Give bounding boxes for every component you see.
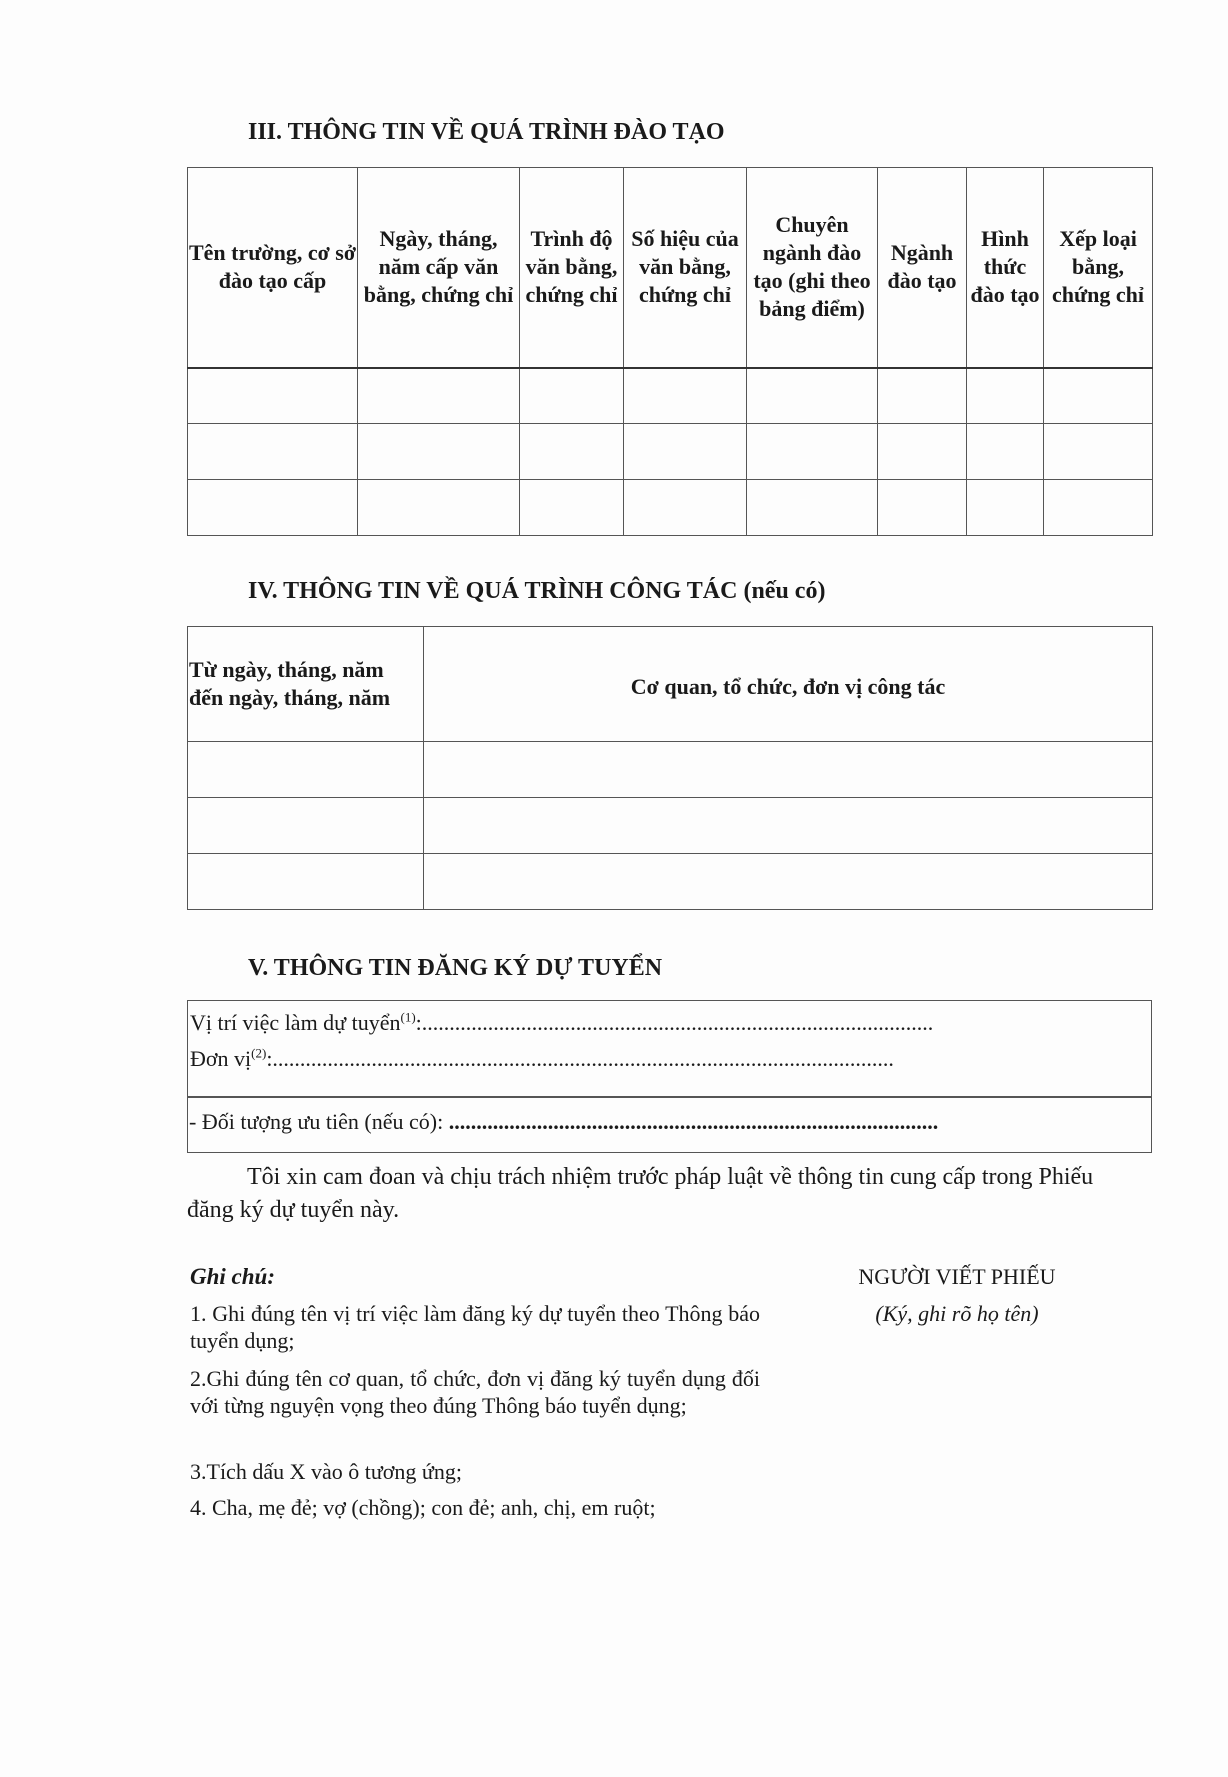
unit-dots: :.................................................................................................................: [266, 1046, 894, 1071]
col-specialization: Chuyên ngành đào tạo (ghi theo bảng điểm): [747, 168, 878, 368]
note-item-2: 2.Ghi đúng tên cơ quan, tổ chức, đơn vị đăng ký tuyển dụng đối với từng nguyện vọng theo đúng Thông báo tuyển dụng;: [190, 1366, 760, 1418]
table-cell[interactable]: [878, 480, 967, 536]
col-major: Ngành đào tạo: [878, 168, 967, 368]
unit-footnote: (2): [251, 1045, 267, 1061]
position-label: Vị trí việc làm dự tuyển: [190, 1010, 401, 1035]
priority-box: [187, 1096, 1152, 1153]
col-training-form: Hình thức đào tạo: [967, 168, 1044, 368]
table-row: [188, 742, 1153, 798]
table-cell[interactable]: [624, 368, 747, 424]
note-item-4: 4. Cha, mẹ đẻ; vợ (chồng); con đẻ; anh, chị, em ruột;: [190, 1495, 656, 1520]
table-cell[interactable]: [747, 368, 878, 424]
table-cell[interactable]: [358, 424, 520, 480]
table-cell[interactable]: [747, 480, 878, 536]
table-cell[interactable]: [358, 480, 520, 536]
position-field[interactable]: [190, 1010, 933, 1036]
table-cell[interactable]: [878, 424, 967, 480]
table-cell[interactable]: [188, 480, 358, 536]
signature-title: NGƯỜI VIẾT PHIẾU: [858, 1264, 1056, 1289]
table-row: [188, 424, 1153, 480]
section-5-title: V. THÔNG TIN ĐĂNG KÝ DỰ TUYỂN: [248, 955, 663, 981]
table-cell[interactable]: [520, 368, 624, 424]
table-cell[interactable]: [424, 854, 1153, 910]
position-footnote: (1): [400, 1009, 416, 1025]
table-cell[interactable]: [1044, 480, 1153, 536]
table-cell[interactable]: [188, 424, 358, 480]
col-issue-date: Ngày, tháng, năm cấp văn bằng, chứng chỉ: [358, 168, 520, 368]
work-header-row: [188, 627, 1153, 742]
table-row: [188, 854, 1153, 910]
table-cell[interactable]: [747, 424, 878, 480]
notes-title: Ghi chú:: [190, 1264, 275, 1289]
col-workplace: Cơ quan, tổ chức, đơn vị công tác: [424, 627, 1153, 742]
table-cell[interactable]: [878, 368, 967, 424]
note-item-3: 3.Tích dấu X vào ô tương ứng;: [190, 1459, 462, 1484]
commitment-text: Tôi xin cam đoan và chịu trách nhiệm trước pháp luật về thông tin cung cấp trong Phiếu đăng ký dự tuyển này.: [187, 1164, 1094, 1223]
table-cell[interactable]: [624, 480, 747, 536]
table-cell[interactable]: [188, 798, 424, 854]
registration-box: [187, 1000, 1152, 1098]
table-cell[interactable]: [967, 480, 1044, 536]
section-3-title: III. THÔNG TIN VỀ QUÁ TRÌNH ĐÀO TẠO: [248, 119, 725, 145]
table-row: [188, 480, 1153, 536]
table-cell[interactable]: [1044, 424, 1153, 480]
table-cell[interactable]: [424, 742, 1153, 798]
priority-dots: .........................................................................................: [448, 1109, 939, 1134]
signature-subtitle: (Ký, ghi rõ họ tên): [875, 1301, 1039, 1326]
table-cell[interactable]: [188, 742, 424, 798]
table-cell[interactable]: [188, 854, 424, 910]
position-dots: :.............................................................................................: [415, 1010, 934, 1035]
section-4-title: IV. THÔNG TIN VỀ QUÁ TRÌNH CÔNG TÁC (nếu có): [248, 578, 826, 604]
priority-field[interactable]: [189, 1109, 938, 1135]
note-item-1: 1. Ghi đúng tên vị trí việc làm đăng ký dự tuyển theo Thông báo tuyển dụng;: [190, 1301, 760, 1353]
table-cell[interactable]: [1044, 368, 1153, 424]
col-period: Từ ngày, tháng, năm đến ngày, tháng, năm: [188, 627, 424, 742]
table-row: [188, 798, 1153, 854]
table-row: [188, 368, 1153, 424]
table-cell[interactable]: [520, 424, 624, 480]
training-header-row: [188, 168, 1153, 368]
priority-label: - Đối tượng ưu tiên (nếu có):: [189, 1109, 449, 1134]
table-cell[interactable]: [967, 368, 1044, 424]
table-cell[interactable]: [520, 480, 624, 536]
training-table: [187, 167, 1153, 536]
work-history-table: [187, 626, 1153, 910]
table-cell[interactable]: [188, 368, 358, 424]
table-cell[interactable]: [967, 424, 1044, 480]
col-degree-level: Trình độ văn bằng, chứng chỉ: [520, 168, 624, 368]
unit-label: Đơn vị: [190, 1046, 252, 1071]
unit-field[interactable]: [190, 1046, 894, 1072]
col-certificate-number: Số hiệu của văn bằng, chứng chỉ: [624, 168, 747, 368]
table-cell[interactable]: [624, 424, 747, 480]
col-classification: Xếp loại bằng, chứng chỉ: [1044, 168, 1153, 368]
table-cell[interactable]: [358, 368, 520, 424]
table-cell[interactable]: [424, 798, 1153, 854]
col-school: Tên trường, cơ sở đào tạo cấp: [188, 168, 358, 368]
